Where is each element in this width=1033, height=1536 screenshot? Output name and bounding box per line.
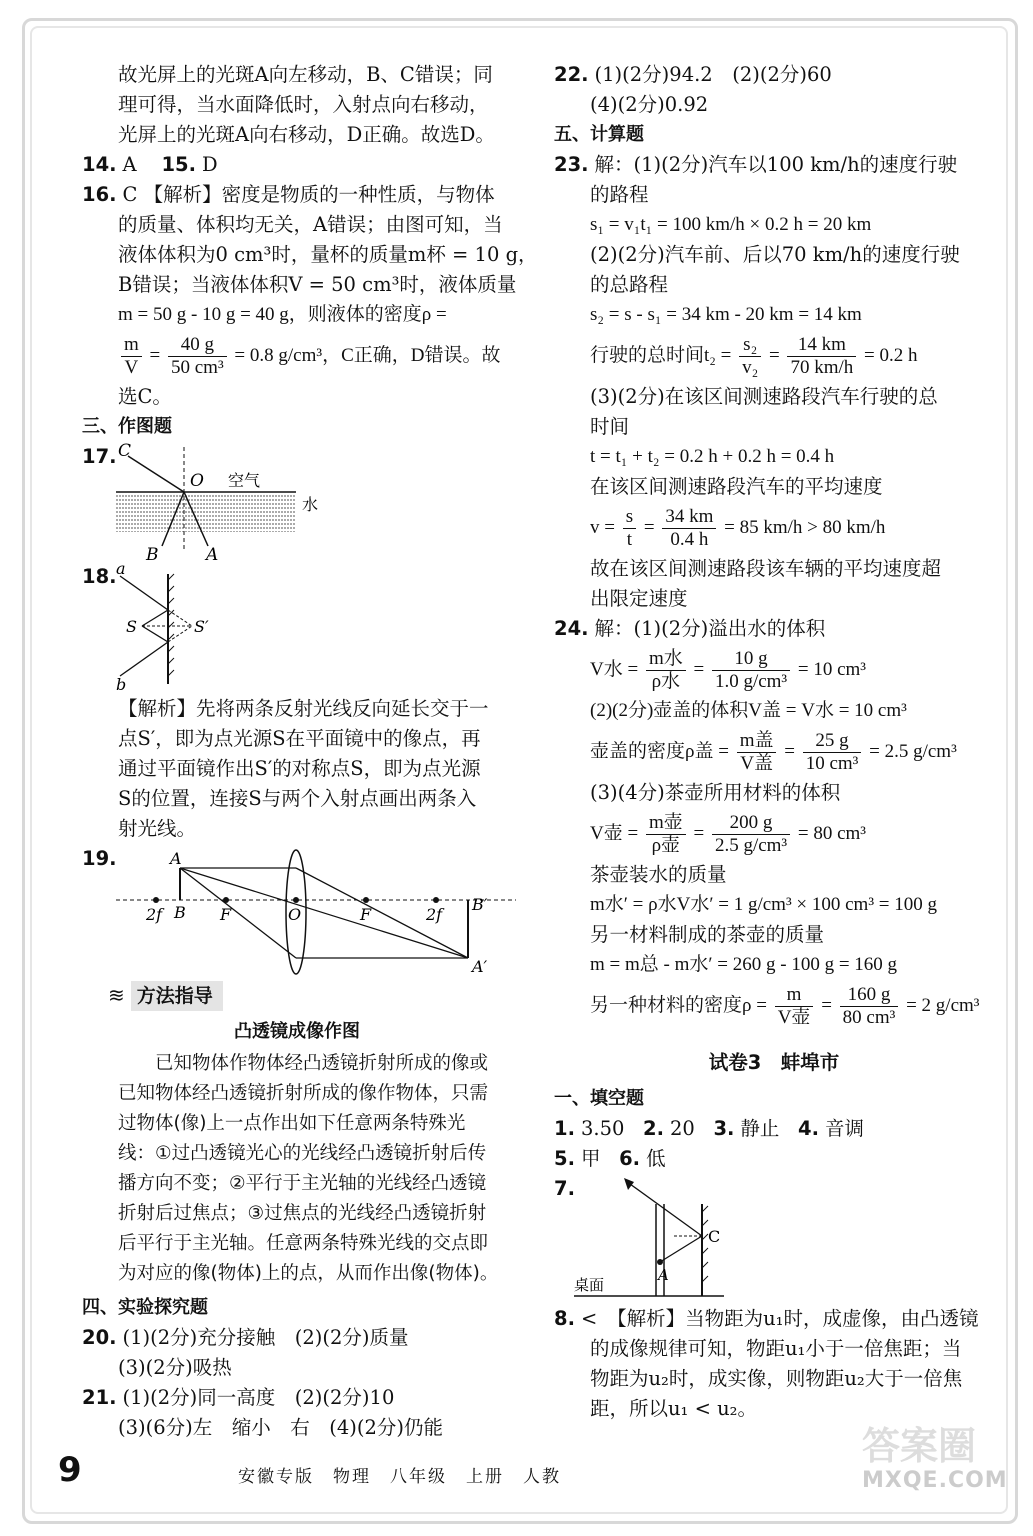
fraction — [739, 334, 761, 379]
numerator: m水 — [646, 648, 686, 671]
formula-prefix: v = — [590, 517, 615, 538]
q21-number: 21. — [82, 1386, 117, 1409]
watermark-line1: 答案圈 — [862, 1424, 977, 1468]
text-line: 故光屏上的光斑A向左移动，B、C错误；同 — [118, 63, 493, 86]
label-a: A — [658, 1266, 669, 1284]
fraction — [121, 334, 142, 379]
fill4-number: 4. — [798, 1117, 820, 1140]
numerator: s₂ — [739, 334, 761, 357]
label-air: 空气 — [228, 471, 261, 490]
fill4-answer: 音调 — [825, 1117, 865, 1140]
q17-block — [82, 442, 512, 562]
fraction — [168, 334, 227, 379]
denominator: 80 cm³ — [842, 1007, 896, 1029]
section-heading: 一、填空题 — [554, 1088, 644, 1109]
text-line: 的质量、体积均无关，A错误；由图可知，当 — [118, 213, 503, 236]
denominator: ρ水 — [651, 671, 681, 693]
equals: = — [149, 345, 161, 366]
fill3-answer: 静止 — [740, 1117, 780, 1140]
numerator: 14 km — [787, 334, 856, 357]
text-line: 光屏上的光斑A向右移动，D正确。故选D。 — [118, 123, 495, 146]
denominator: 1.0 g/cm³ — [714, 671, 788, 693]
equals: = — [769, 345, 780, 366]
equals: = — [693, 823, 705, 844]
text-line: 的成像规律可知，物距u₁小于一倍焦距；当 — [590, 1337, 962, 1360]
formula-tail: = 0.2 h — [864, 345, 918, 366]
label-a: A — [206, 545, 219, 562]
label-c: C — [708, 1227, 721, 1246]
text-line: 在该区间测速路段汽车的平均速度 — [590, 475, 883, 498]
numerator: 160 g — [840, 984, 899, 1007]
denominator: 2.5 g/cm³ — [714, 835, 788, 857]
formula-tail: = 85 km/h > 80 km/h — [724, 517, 886, 538]
numerator: 40 g — [168, 334, 227, 357]
fill1-answer: 3.50 — [580, 1117, 625, 1140]
formula-tail: = 2 g/cm³ — [906, 995, 980, 1016]
incident-ray — [660, 1236, 702, 1262]
q7-reflection-diagram — [574, 1176, 754, 1306]
q15-answer: D — [201, 153, 218, 176]
q14-answer: A — [122, 153, 137, 176]
q16-number: 16. — [82, 183, 117, 206]
fraction — [787, 334, 856, 379]
formula-prefix: 壶盖的密度ρ盖 = — [590, 741, 729, 762]
text-line: 的总路程 — [590, 273, 669, 296]
formula-line: t = t₁ + t₂ = 0.2 h + 0.2 h = 0.4 h — [590, 446, 835, 467]
q23-number: 23. — [554, 153, 589, 176]
section-heading: 五、计算题 — [554, 124, 644, 145]
denominator: V — [124, 357, 139, 379]
eye-icon — [624, 1178, 634, 1190]
text-line: (2)(2分)汽车前、后以70 km/h的速度行驶 — [590, 243, 960, 266]
answer-8 — [554, 1304, 994, 1334]
answer-21 — [82, 1383, 512, 1413]
label-a-prime: A′ — [472, 957, 488, 976]
numerator: m — [121, 334, 142, 357]
material-density-formula — [554, 980, 994, 1032]
denominator: t — [626, 529, 633, 551]
label-a: A — [170, 849, 182, 868]
answer-20 — [82, 1323, 512, 1353]
q19-block — [82, 844, 512, 976]
q17-number: 17. — [82, 445, 117, 468]
label-b: b — [116, 675, 127, 694]
label-2f-left: 2f — [146, 905, 163, 924]
answer-16 — [82, 180, 512, 210]
wave-icon: ≋ — [108, 983, 125, 1007]
method-tag: 方法指导 — [131, 981, 223, 1011]
density-formula — [82, 330, 512, 382]
incident-ray-2 — [142, 626, 168, 642]
reflected-ray — [630, 1184, 702, 1236]
answer-22 — [554, 60, 994, 90]
q23-line: 解：(1)(2分)汽车以100 km/h的速度行驶 — [594, 153, 958, 176]
q19-lens-diagram — [116, 848, 526, 980]
incident-ray-1 — [142, 610, 168, 626]
numerator: 200 g — [712, 812, 790, 835]
denominator: V壶 — [777, 1007, 811, 1029]
text-line: B错误；当液体体积V = 50 cm³时，液体质量 — [118, 273, 517, 296]
q19-number: 19. — [82, 847, 117, 870]
formula-tail: = 0.8 g/cm³，C正确，D错误。故 — [234, 345, 501, 366]
fraction — [662, 506, 716, 551]
text-line: (3)(6分)左 缩小 右 (4)(2分)仍能 — [118, 1416, 443, 1439]
watermark-line2: MXQE.COM — [862, 1468, 1008, 1493]
numerator: m — [775, 984, 814, 1007]
page-number: 9 — [58, 1450, 82, 1490]
q18-block — [82, 562, 512, 694]
q20-number: 20. — [82, 1326, 117, 1349]
method-text: 已知物体作物体经凸透镜折射所成的像或已知物体经凸透镜折射所成的像作物体，只需过物体(像)上一点作出如下任意两条特殊光线：①过凸透镜光心的光线经凸透镜折射后传播方向不变；②平行于主光轴的光线经凸透镜折射后过焦点；③过焦点的光线经凸透镜折射后平行于主光轴。任意两条特殊光线的交点即为对应的像(物体)上的点，从而作出像(物体)。 — [118, 1053, 499, 1284]
fraction — [712, 648, 790, 693]
formula-prefix: 另一种材料的密度ρ = — [590, 995, 767, 1016]
q14-number: 14. — [82, 153, 117, 176]
method-guide-box — [82, 980, 512, 1289]
numerator: 34 km — [662, 506, 716, 529]
method-title: 凸透镜成像作图 — [234, 1021, 360, 1042]
equals: = — [784, 741, 795, 762]
text-line: 通过平面镜作出S′的对称点S，即为点光源 — [118, 757, 481, 780]
fraction — [840, 984, 899, 1029]
time-formula — [554, 330, 994, 382]
q21-line: (1)(2分)同一高度 (2)(2分)10 — [122, 1386, 395, 1409]
q8-line: < 【解析】当物距为u₁时，成虚像，由凸透镜 — [580, 1307, 979, 1330]
denominator: 50 cm³ — [171, 357, 224, 379]
label-o: O — [288, 905, 302, 924]
method-tag-row — [82, 980, 512, 1011]
q18-mirror-diagram — [116, 562, 256, 694]
ray-through-focus — [296, 868, 468, 958]
numerator: s — [623, 506, 636, 529]
text-line: 故在该区间测速路段该车辆的平均速度超 — [590, 557, 942, 580]
text-line: 另一材料制成的茶壶的质量 — [590, 923, 825, 946]
fill-answers-5-6 — [554, 1144, 994, 1174]
formula-tail: = 80 cm³ — [797, 823, 866, 844]
fill1-number: 1. — [554, 1117, 575, 1140]
lid-density-formula — [554, 726, 994, 778]
text-line: (3)(2分)在该区间测速路段汽车行驶的总 — [590, 385, 938, 408]
equals: = — [693, 659, 705, 680]
formula-prefix: 行驶的总时间t₂ = — [590, 345, 732, 366]
q16-line: C 【解析】密度是物质的一种性质，与物体 — [122, 183, 495, 206]
fraction — [737, 730, 777, 775]
formula-prefix: V壶 = — [590, 823, 639, 844]
text-line: 射光线。 — [118, 817, 197, 840]
fraction — [623, 506, 636, 551]
text-line: 点S′，即为点光源S在平面镜中的像点，再 — [118, 727, 481, 750]
q8-number: 8. — [554, 1307, 575, 1330]
label-s: S — [126, 617, 137, 636]
label-water: 水 — [302, 495, 319, 514]
fill5-number: 5. — [554, 1147, 575, 1170]
fraction — [712, 812, 790, 857]
reflected-ray-b — [120, 642, 168, 676]
text-line: 液体体积为0 cm³时，量杯的质量m杯 = 10 g， — [118, 243, 538, 266]
text-line: 物距为u₂时，成实像，则物距u₂大于一倍焦 — [590, 1367, 963, 1390]
reflected-ray-a — [120, 576, 168, 610]
fraction — [646, 812, 686, 857]
text-line: 距，所以u₁ < u₂。 — [590, 1397, 757, 1420]
equals: = — [643, 517, 655, 538]
formula-line: s₁ = v₁t₁ = 100 km/h × 0.2 h = 20 km — [590, 214, 872, 235]
numerator: 10 g — [712, 648, 790, 671]
fill2-answer: 20 — [670, 1117, 695, 1140]
label-f-left: F — [220, 905, 232, 924]
formula-line: m水′ = ρ水V水′ = 1 g/cm³ × 100 cm³ = 100 g — [590, 894, 938, 915]
answer-14-15 — [82, 150, 512, 180]
label-s-prime: S′ — [194, 617, 209, 636]
text-line: 时间 — [590, 415, 630, 438]
fraction — [775, 984, 814, 1029]
label-b: B — [146, 545, 159, 562]
label-a: a — [116, 562, 126, 578]
text-line: 茶壶装水的质量 — [590, 863, 727, 886]
formula-tail: = 10 cm³ — [797, 659, 866, 680]
page-footer — [58, 1450, 758, 1490]
formula-line: m = m总 - m水′ = 260 g - 100 g = 160 g — [590, 954, 898, 975]
section-heading: 三、作图题 — [82, 416, 172, 437]
right-column — [554, 60, 994, 1424]
section-heading: 四、实验探究题 — [82, 1297, 208, 1318]
label-o: O — [190, 471, 204, 491]
text-line: (3)(4分)茶壶所用材料的体积 — [590, 781, 841, 804]
speed-formula — [554, 502, 994, 554]
label-c: C — [118, 442, 132, 461]
numerator: m盖 — [737, 730, 777, 753]
fill3-number: 3. — [713, 1117, 735, 1140]
q24-line: 解：(1)(2分)溢出水的体积 — [594, 617, 826, 640]
fill6-answer: 低 — [646, 1147, 666, 1170]
fraction — [803, 730, 862, 775]
formula-line: s₂ = s - s₁ = 34 km - 20 km = 14 km — [590, 304, 862, 325]
pot-volume-formula — [554, 808, 994, 860]
formula-line: (2)(2分)壶盖的体积V盖 = V水 = 10 cm³ — [590, 700, 907, 721]
footer-text: 安徽专版 物理 八年级 上册 人教 — [238, 1467, 561, 1487]
label-b: B — [174, 903, 186, 922]
text-line: (3)(2分)吸热 — [118, 1356, 232, 1379]
equals: = — [821, 995, 832, 1016]
denominator: 10 cm³ — [805, 753, 859, 775]
watermark — [862, 1424, 1012, 1514]
text-line: (4)(2分)0.92 — [590, 93, 709, 116]
denominator: 0.4 h — [670, 529, 709, 551]
label-f-right: F — [360, 905, 372, 924]
numerator: 25 g — [803, 730, 862, 753]
fill-answers-1-4 — [554, 1114, 994, 1144]
q7-block — [554, 1174, 994, 1304]
q22-line: (1)(2分)94.2 (2)(2分)60 — [594, 63, 832, 86]
q18-number: 18. — [82, 565, 117, 588]
q7-number: 7. — [554, 1177, 575, 1200]
numerator: m壶 — [646, 812, 686, 835]
label-desk: 桌面 — [574, 1276, 605, 1294]
q22-number: 22. — [554, 63, 589, 86]
text-line: 的路程 — [590, 183, 649, 206]
label-2f-right: 2f — [426, 905, 443, 924]
fill6-number: 6. — [619, 1147, 641, 1170]
text-line: 出限定速度 — [590, 587, 688, 610]
paper-title: 试卷3 蚌埠市 — [708, 1051, 840, 1074]
text-line: S的位置，连接S与两个入射点画出两条入 — [118, 787, 477, 810]
answer-24 — [554, 614, 994, 644]
left-column — [82, 60, 538, 1443]
q17-refraction-diagram — [116, 442, 356, 562]
label-b-prime: B′ — [472, 895, 488, 914]
water-region — [116, 492, 296, 532]
text-line: 选C。 — [118, 385, 172, 408]
denominator: ρ壶 — [651, 835, 681, 857]
point-a — [657, 1259, 663, 1265]
formula-tail: = 2.5 g/cm³ — [869, 741, 957, 762]
denominator: v₂ — [742, 357, 759, 379]
fill2-number: 2. — [643, 1117, 664, 1140]
text-line: 理可得，当水面降低时，入射点向右移动， — [118, 93, 489, 116]
text-line: 【解析】先将两条反射光线反向延长交于一 — [118, 697, 489, 720]
q24-number: 24. — [554, 617, 589, 640]
q15-number: 15. — [161, 153, 196, 176]
water-volume-formula — [554, 644, 994, 696]
ray-via-f — [180, 868, 296, 958]
denominator: 70 km/h — [790, 357, 854, 379]
formula-prefix: V水 = — [590, 659, 639, 680]
q20-line: (1)(2分)充分接触 (2)(2分)质量 — [122, 1326, 409, 1349]
denominator: V盖 — [740, 753, 773, 775]
text-line: m = 50 g - 10 g = 40 g，则液体的密度ρ = — [118, 304, 447, 325]
extension-line — [168, 626, 192, 642]
fill5-answer: 甲 — [580, 1147, 601, 1170]
fraction — [646, 648, 686, 693]
answer-23 — [554, 150, 994, 180]
incident-ray — [128, 456, 184, 492]
